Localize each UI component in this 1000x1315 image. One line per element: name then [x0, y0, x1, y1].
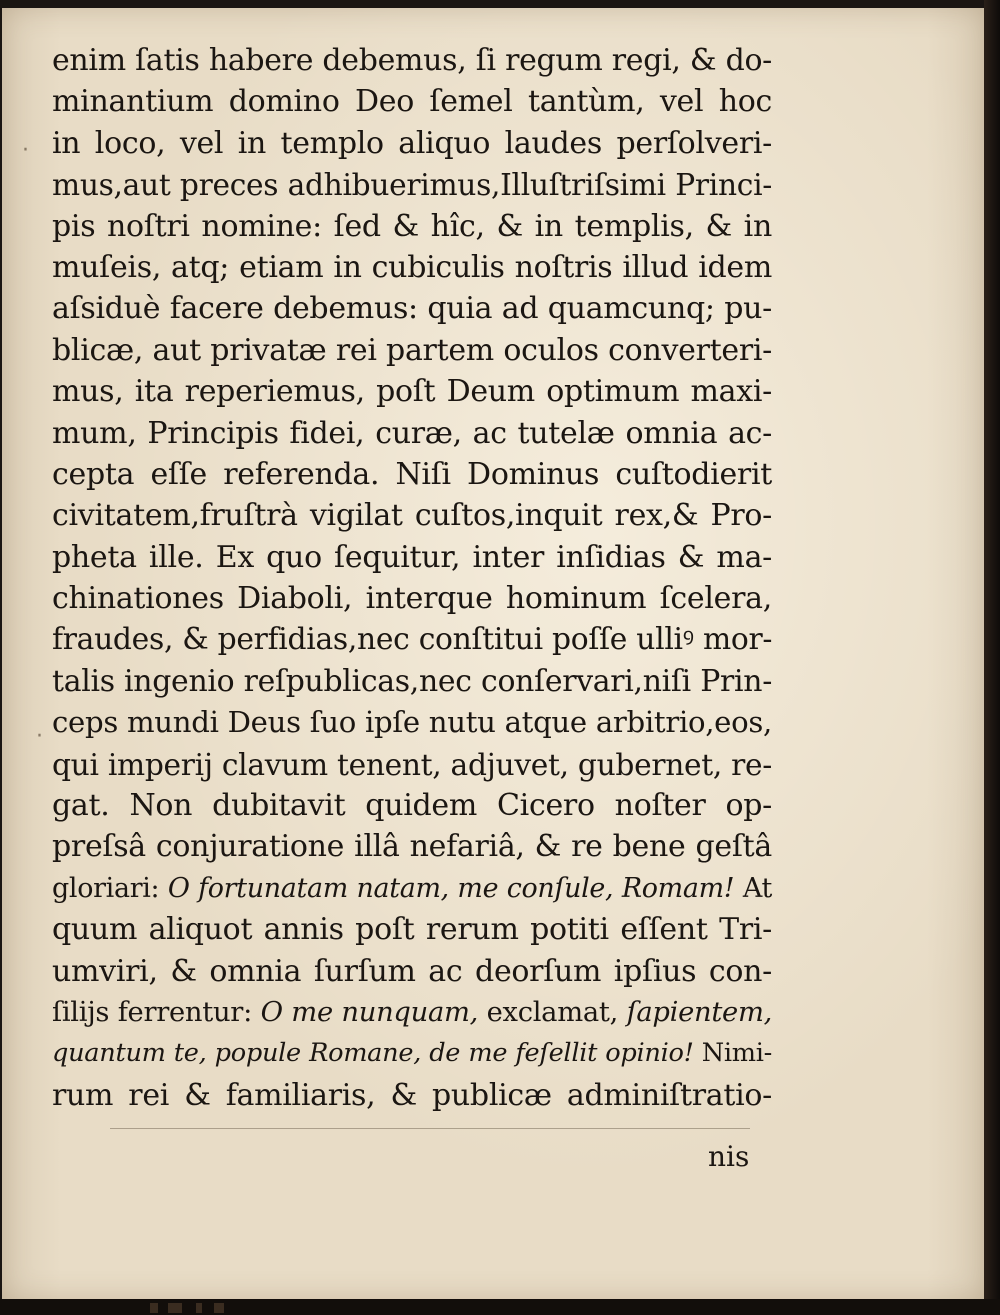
text-line: umviri, & omnia ſurſum ac deorſum ipſius con- [52, 953, 772, 989]
edge-stripe [214, 1303, 224, 1313]
line-roman-segment: gloriari: [52, 872, 168, 904]
text-line: civitatem,fruſtrà vigilat cuſtos,inquit rex,& Pro- [52, 498, 772, 534]
line-italic-quote: O fortunatam natam, me conſule, Romam! [167, 872, 735, 904]
line-italic-quote: quantum te, popule Romane, de me feſellit opinio! [52, 1038, 694, 1069]
text-line: pheta ille. Ex quo ſequitur, inter inſidias & ma- [52, 539, 772, 575]
text-line: talis ingenio reſpublicas,nec conſervari,niſi Prin- [52, 663, 772, 699]
line-roman-segment: exclamat, [478, 996, 627, 1028]
line-roman-segment: Nimi- [693, 1038, 772, 1069]
text-line: ceps mundi Deus ſuo ipſe nutu atque arbitrio,eos, [52, 705, 772, 740]
text-line: mus,aut preces adhibuerimus,Illuſtriſsimi Princi- [52, 167, 772, 203]
ink-speck: · [22, 138, 29, 163]
scan-border-bottom [0, 1299, 1000, 1315]
text-line: aſsiduè facere debemus: quia ad quamcunq; pu- [52, 291, 772, 327]
text-line: in loco, vel in templo aliquo laudes perſolveri- [52, 125, 772, 161]
edge-stripe [196, 1303, 202, 1313]
line-italic-quote: O me nunquam, [260, 996, 479, 1028]
text-line: quum aliquot annis poſt rerum potiti eſſent Tri- [52, 912, 772, 948]
line-italic-quote: ſapientem, [626, 996, 773, 1028]
text-line: muſeis, atq; etiam in cubiculis noſtris illud idem [52, 249, 772, 285]
text-line: preſsâ conjuratione illâ nefariâ, & re bene geſtâ [52, 829, 772, 865]
text-line-mixed [52, 1033, 772, 1074]
faint-print-rule [110, 1128, 750, 1129]
edge-stripe [150, 1303, 158, 1313]
text-line: gat. Non dubitavit quidem Cicero noſter op- [52, 788, 772, 824]
text-line: mum, Principis fidei, curæ, ac tutelæ omnia ac- [52, 415, 772, 451]
text-line: mus, ita reperiemus, poſt Deum optimum maxi- [52, 374, 772, 410]
text-line: blicæ, aut privatæ rei partem oculos converteri- [52, 332, 772, 368]
edge-stripe [168, 1303, 182, 1313]
line-roman-segment: ſilijs ferrentur: [52, 996, 261, 1028]
text-line: pis noſtri nomine: ſed & hîc, & in templis, & in [52, 208, 772, 244]
line-roman-segment: At [734, 872, 772, 904]
text-line: cepta eſſe referenda. Niſi Dominus cuſtodierit [52, 456, 772, 492]
catchword: nis [708, 1140, 750, 1173]
text-line-mixed [52, 992, 772, 1033]
text-line: qui imperij clavum tenent, adjuvet, gubernet, re- [52, 746, 772, 782]
latin-text-block [52, 40, 772, 1116]
scan-border-right [984, 0, 1000, 1315]
text-line: rum rei & familiaris, & publicæ adminiſtratio- [52, 1077, 772, 1113]
text-line: chinationes Diaboli, interque hominum ſcelera, [52, 581, 772, 617]
ink-speck: · [36, 724, 43, 749]
text-line: fraudes, & perfidias,nec conſtitui poſſe ulliꝰ mor- [52, 622, 773, 658]
text-line-mixed [52, 868, 772, 909]
text-line: enim ſatis habere debemus, ſi regum regi, & do- [52, 43, 772, 78]
text-line: minantium domino Deo ſemel tantùm, vel hoc [52, 84, 772, 120]
